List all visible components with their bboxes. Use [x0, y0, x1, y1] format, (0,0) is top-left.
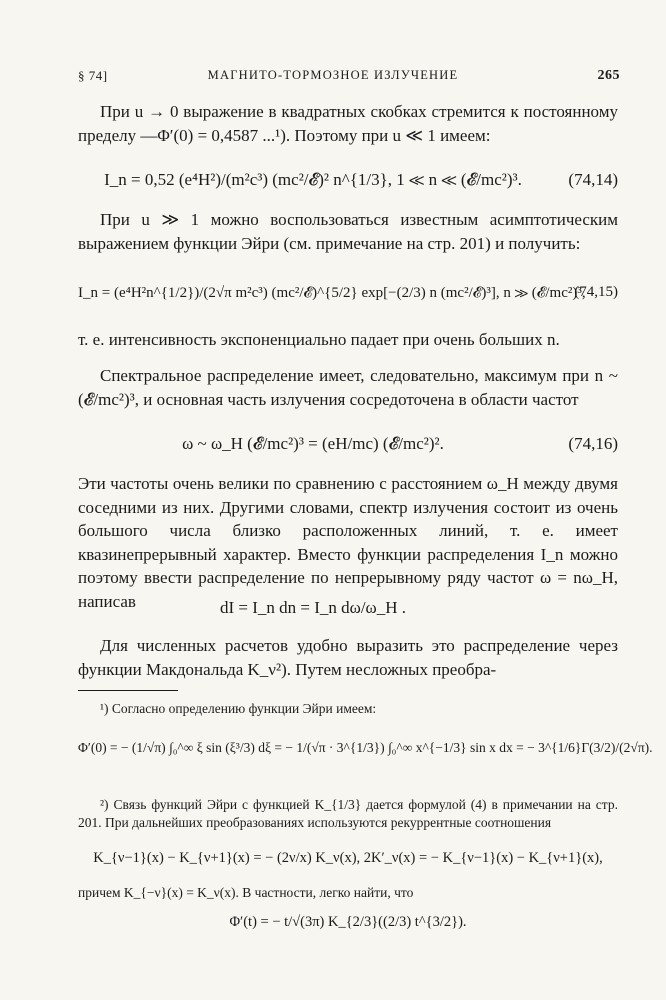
- footnote-3: [78, 884, 618, 902]
- paragraph-4: [78, 364, 618, 411]
- paragraph-2: [78, 208, 618, 255]
- paragraph-6: [78, 634, 618, 681]
- equation-74-16-number: (74,16): [568, 434, 618, 453]
- paragraph-5-text: Эти частоты очень велики по сравнению с расстоянием ω_H между двумя соседними из них. Другими словами, спектр излучения состоит из очень большого числа близко расположенных линий, т. е. имеет квазинепрерывный характер. Вместо функции распределения I_n можно поэтому ввести распределение по непрерывному ряду частот ω = nω_H, написав: [78, 474, 618, 611]
- equation-74-14-body: I_n = 0,52 (e⁴H²)/(m²c³) (mc²/𝓔)² n^{1/3}, 1 ≪ n ≪ (𝓔/mc²)³.: [104, 170, 522, 189]
- equation-dI-body: dI = I_n dn = I_n dω/ω_H .: [219, 598, 407, 617]
- footnote-3-equation: Φ′(t) = − t/√(3π) K_{2/3}((2/3) t^{3/2}).: [229, 914, 467, 930]
- footnote-divider: [78, 690, 178, 691]
- footnote-1-text: ¹) Согласно определению функции Эйри имеем:: [100, 701, 377, 716]
- paragraph-2-text: При u ≫ 1 можно воспользоваться известным асимптотическим выражением функции Эйри (см. примечание на стр. 201) и получить:: [78, 210, 618, 253]
- equation-74-16-body: ω ~ ω_H (𝓔/mc²)³ = (eH/mc) (𝓔/mc²)².: [182, 434, 444, 453]
- equation-74-15-number: (74,15): [574, 284, 618, 300]
- paragraph-6-text: Для численных расчетов удобно выразить это распределение через функции Макдональда K_ν²). Путем несложных преобра-: [78, 636, 618, 679]
- equation-74-14: [78, 160, 618, 204]
- equation-74-15-body: I_n = (e⁴H²n^{1/2})/(2√π m²c³) (mc²/𝓔)^{5/2} exp[−(2/3) n (mc²/𝓔)³], n ≫ (𝓔/mc²)³,: [78, 285, 586, 301]
- paragraph-3-text: т. е. интенсивность экспоненциально падает при очень больших n.: [78, 330, 560, 349]
- paragraph-3: [78, 328, 618, 352]
- equation-74-15: [78, 274, 618, 318]
- footnote-2-text: ²) Связь функций Эйри с функцией K_{1/3} дается формулой (4) в примечании на стр. 201. При дальнейших преобразованиях используются рекуррентные соотношения: [78, 797, 618, 830]
- equation-dI: [78, 588, 618, 632]
- paragraph-1-text: При u → 0 выражение в квадратных скобках стремится к постоянному пределу —Φ′(0) = 0,4587 ...¹). Поэтому при u ≪ 1 имеем:: [78, 102, 618, 145]
- equation-74-16: [78, 424, 618, 468]
- equation-74-14-number: (74,14): [568, 170, 618, 189]
- footnote-1: [78, 700, 618, 718]
- paragraph-1: [78, 100, 618, 147]
- page-number: 265: [597, 68, 620, 83]
- section-marker: § 74]: [78, 68, 108, 83]
- footnote-2-equation: K_{ν−1}(x) − K_{ν+1}(x) = − (2ν/x) K_ν(x), 2K′_ν(x) = − K_{ν−1}(x) − K_{ν+1}(x),: [93, 850, 603, 866]
- paragraph-4-text: Спектральное распределение имеет, следовательно, максимум при n ~ (𝓔/mc²)³, и основная часть излучения сосредоточена в области частот: [78, 366, 618, 409]
- footnote-1-equation: Φ′(0) = − (1/√π) ∫₀^∞ ξ sin (ξ³/3) dξ = − 1/(√π · 3^{1/3}) ∫₀^∞ x^{−1/3} sin x dx = − 3^{1/6}Γ(3/2)/(2√π).: [78, 740, 653, 755]
- running-title: МАГНИТО-ТОРМОЗНОЕ ИЗЛУЧЕНИЕ: [207, 68, 459, 82]
- footnote-2: [78, 796, 618, 832]
- footnote-3-text: причем K_{−ν}(x) = K_ν(x). В частности, легко найти, что: [78, 885, 414, 900]
